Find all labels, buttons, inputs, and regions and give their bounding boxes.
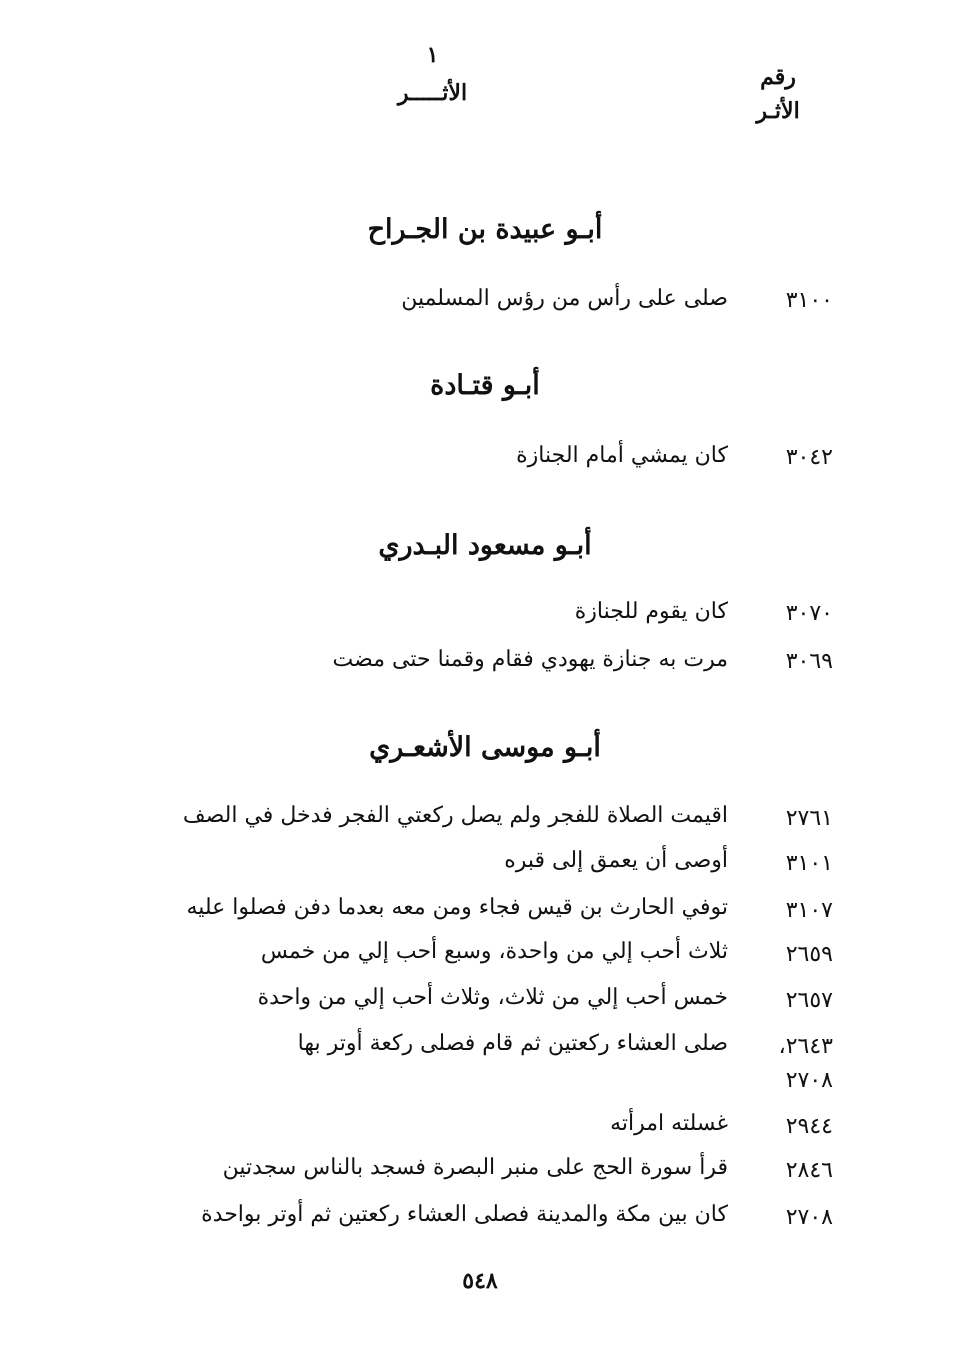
entry-number: ٣٠٧٠	[785, 601, 833, 626]
column-header-athar	[385, 42, 480, 106]
entry-number: ٣٠٤٢	[785, 445, 833, 470]
entry-text: غسلته امرأته	[610, 1111, 728, 1136]
section-title-abu-masud: أبـو مسعود البـدري	[378, 530, 592, 561]
entry-text: كان يقوم للجنازة	[574, 599, 728, 624]
column-header-athar-label: الأثـــــر	[397, 80, 468, 106]
entry-text: كان بين مكة والمدينة فصلى العشاء ركعتين ثم أوتر بواحدة	[201, 1202, 728, 1227]
column-header-number-line2: الأثـر	[756, 98, 800, 124]
entry-text: ثلاث أحب إلي من واحدة، وسبع أحب إلي من خمس	[260, 939, 728, 964]
section-title-abu-qatadah: أبـو قتـادة	[430, 370, 540, 401]
entry-number: ٣١٠٧	[785, 898, 833, 923]
entry-number: ٢٧٠٨	[785, 1205, 833, 1230]
entry-text: اقيمت الصلاة للفجر ولم يصل ركعتي الفجر فدخل في الصف	[182, 803, 728, 828]
section-title-abu-ubaydah: أبـو عبيدة بن الجـراح	[367, 214, 603, 245]
entry-number: ٢٦٤٣،	[778, 1034, 833, 1059]
entry-number: ٣١٠١	[785, 851, 833, 876]
column-header-athar-mark: ١	[426, 42, 439, 68]
column-header-number-line1: رقم	[760, 64, 796, 90]
entry-number: ٢٦٥٩	[785, 942, 833, 967]
column-header-number	[738, 60, 818, 128]
entry-number: ٢٦٥٧	[785, 988, 833, 1013]
entry-number-continued: ٢٧٠٨	[785, 1068, 833, 1093]
entry-text: توفي الحارث بن قيس فجاء ومن معه بعدما دفن فصلوا عليه	[186, 895, 728, 920]
entry-number: ٣١٠٠	[785, 288, 833, 313]
entry-text: صلى العشاء ركعتين ثم قام فصلى ركعة أوتر بها	[297, 1031, 728, 1056]
entry-number: ٢٧٦١	[785, 806, 833, 831]
entry-number: ٢٩٤٤	[785, 1114, 833, 1139]
entry-text: مرت به جنازة يهودي فقام وقمنا حتى مضت	[332, 647, 728, 672]
entry-text: أوصى أن يعمق إلى قبره	[504, 848, 728, 873]
entry-text: قرأ سورة الحج على منبر البصرة فسجد بالناس سجدتين	[222, 1155, 728, 1180]
entry-number: ٢٨٤٦	[785, 1158, 833, 1183]
section-title-abu-musa: أبـو موسى الأشعـري	[369, 732, 601, 763]
page-number: ٥٤٨	[462, 1268, 498, 1294]
entry-text: خمس أحب إلي من ثلاث، وثلاث أحب إلي من واحدة	[257, 985, 728, 1010]
entry-text: كان يمشي أمام الجنازة	[516, 443, 728, 468]
entry-text: صلى على رأس من رؤس المسلمين	[401, 286, 728, 311]
entry-number: ٣٠٦٩	[785, 649, 833, 674]
